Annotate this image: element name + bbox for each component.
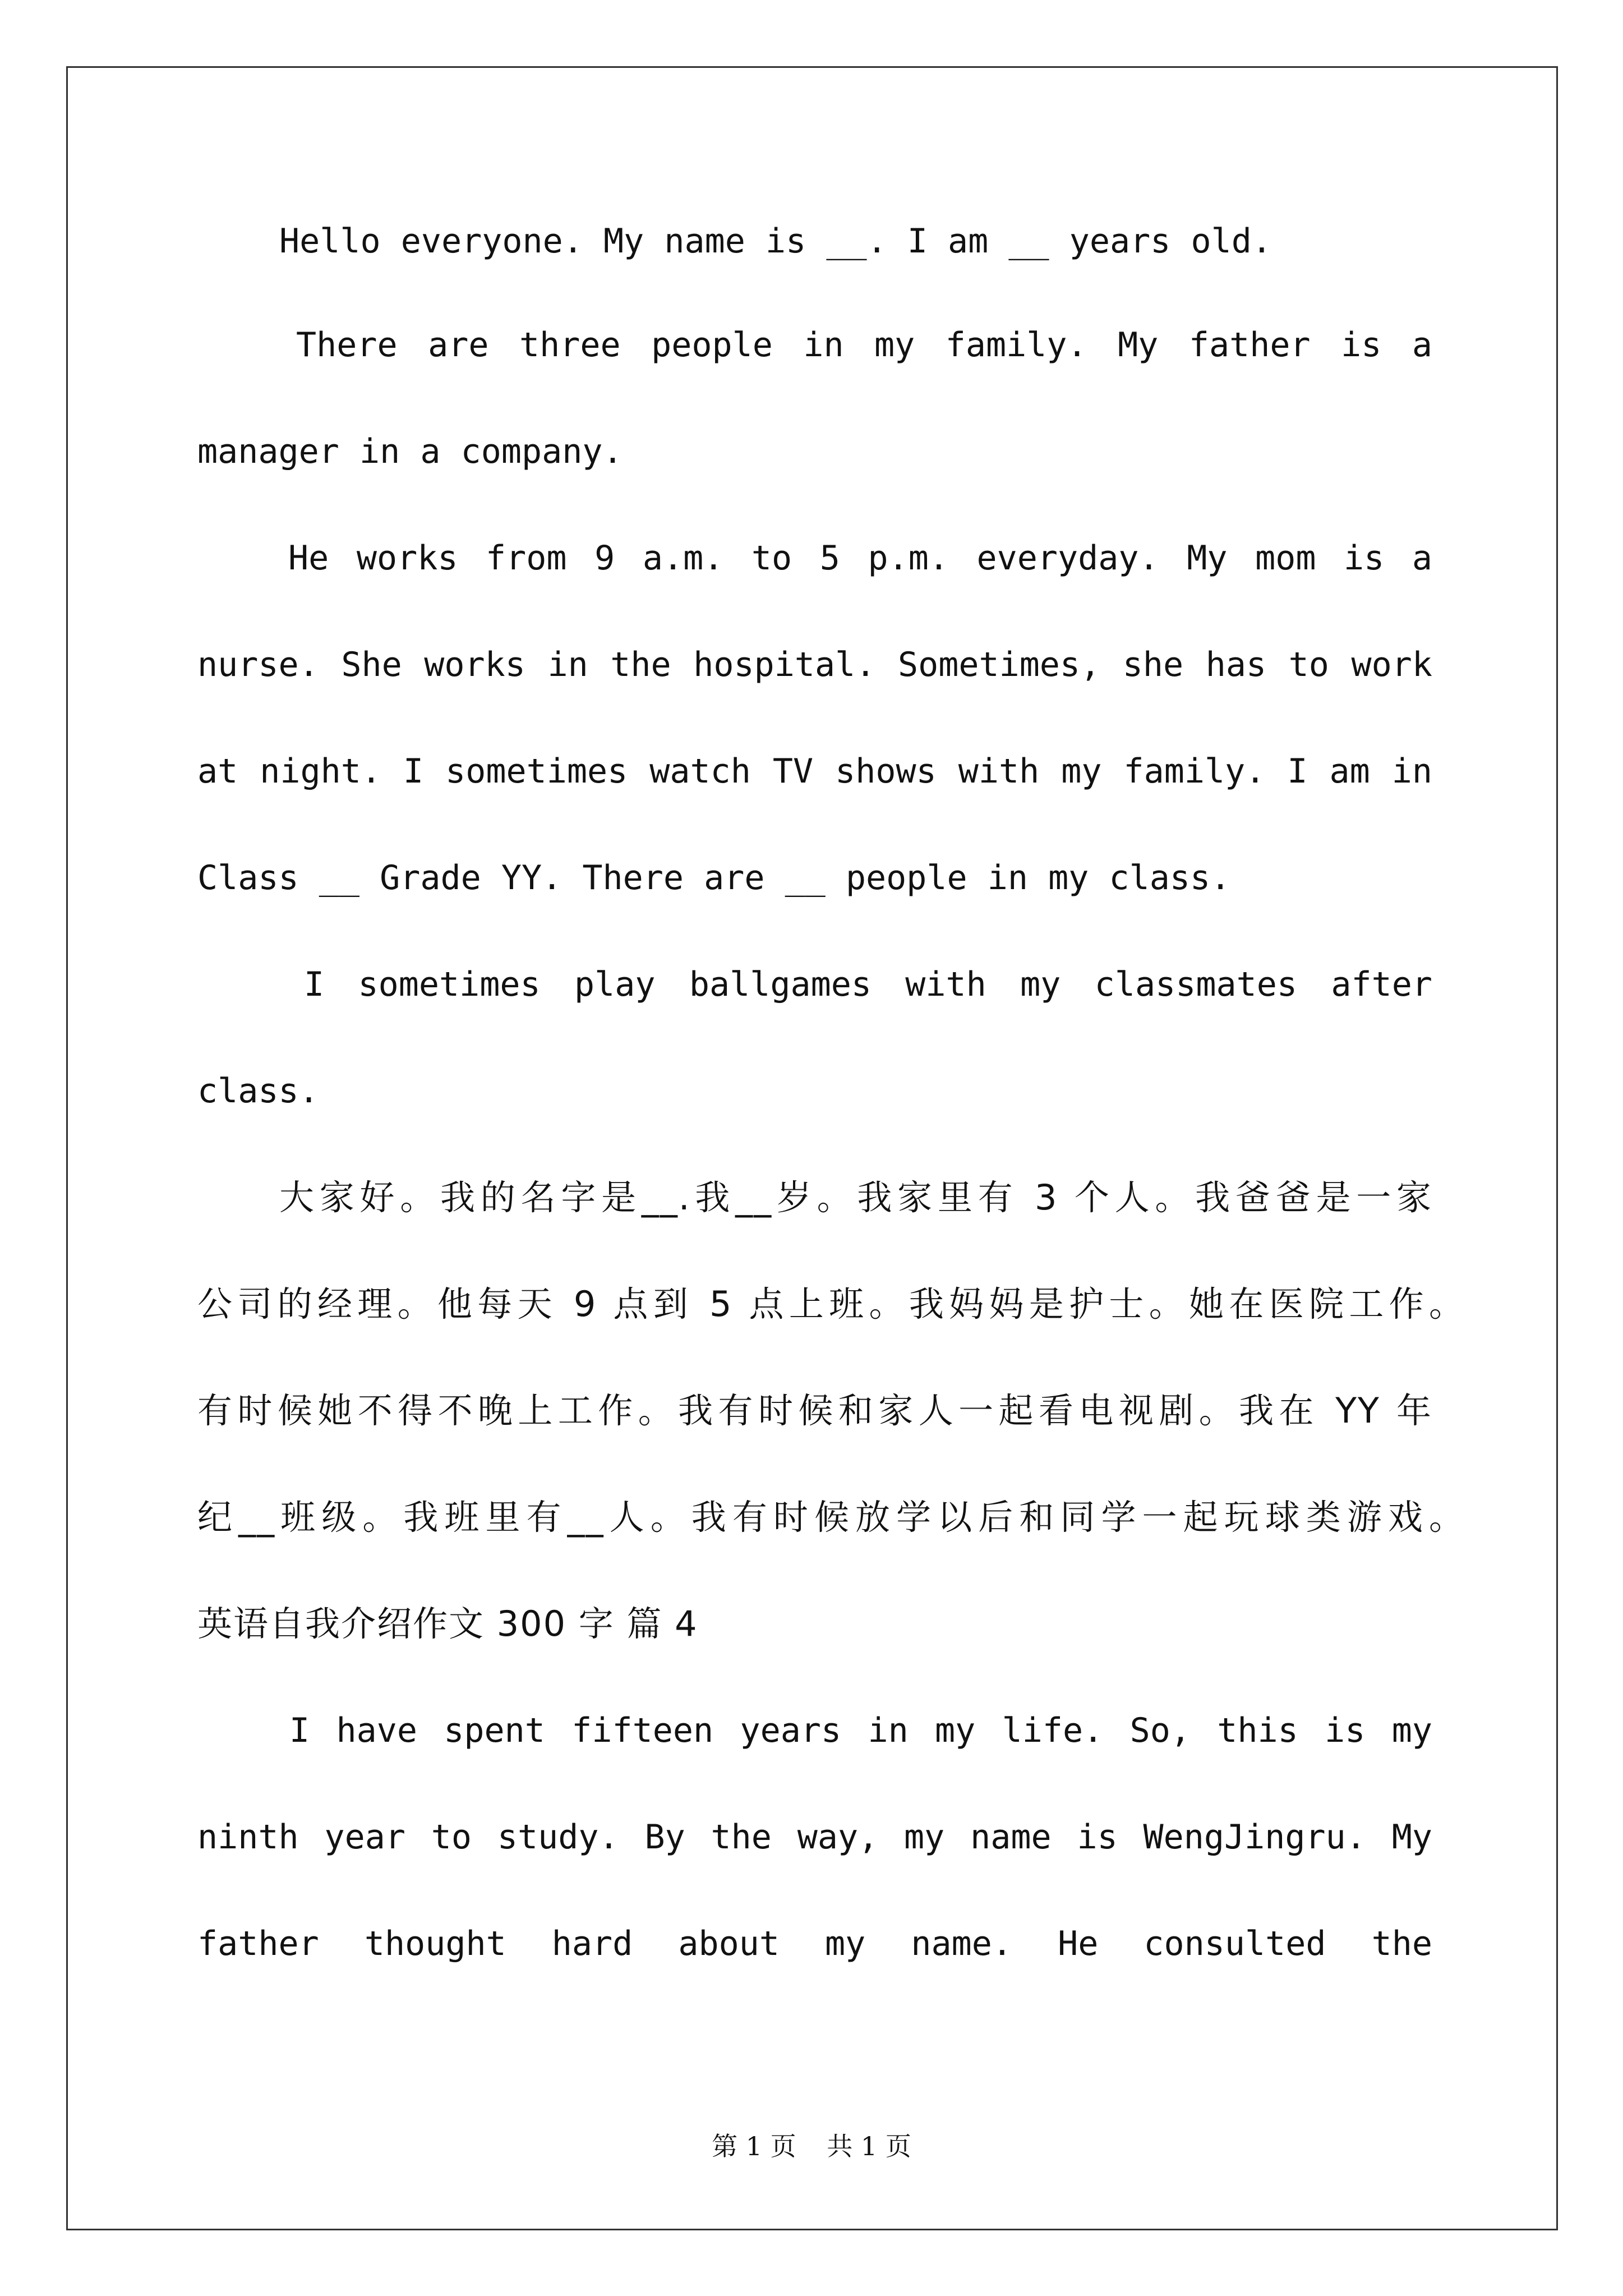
text-line: 纪__班级。我班里有__人。我有时候放学以后和同学一起玩球类游戏。 — [197, 1497, 1465, 1538]
text-line: He works from 9 a.m. to 5 p.m. everyday. My mom is a — [288, 539, 1432, 578]
page-border — [66, 66, 1558, 2230]
page-total: 共 1 页 — [827, 2131, 911, 2161]
page-footer — [0, 2126, 1623, 2163]
text-line: class. — [197, 1071, 319, 1111]
text-line: 大家好。我的名字是__.我__岁。我家里有 3 个人。我爸爸是一家 — [279, 1177, 1432, 1218]
text-line: 公司的经理。他每天 9 点到 5 点上班。我妈妈是护士。她在医院工作。 — [197, 1283, 1465, 1324]
page-number: 第 1 页 — [712, 2131, 796, 2161]
text-line: Hello everyone. My name is __. I am __ years old. — [279, 222, 1272, 261]
section-heading: 英语自我介绍作文 300 字 篇 4 — [197, 1603, 698, 1644]
text-line: nurse. She works in the hospital. Sometimes, she has to work — [197, 645, 1432, 684]
text-line: at night. I sometimes watch TV shows with my family. I am in — [197, 752, 1432, 791]
text-line: father thought hard about my name. He consulted the — [197, 1924, 1432, 1963]
text-line: I have spent fifteen years in my life. So, this is my — [289, 1711, 1432, 1750]
text-line: manager in a company. — [197, 432, 623, 471]
text-line: I sometimes play ballgames with my classmates after — [304, 965, 1432, 1004]
text-line: 有时候她不得不晚上工作。我有时候和家人一起看电视剧。我在 YY 年 — [197, 1390, 1432, 1431]
text-line: There are three people in my family. My father is a — [296, 325, 1432, 365]
text-line: Class __ Grade YY. There are __ people in my class. — [197, 858, 1231, 898]
text-line: ninth year to study. By the way, my name is WengJingru. My — [197, 1818, 1432, 1857]
